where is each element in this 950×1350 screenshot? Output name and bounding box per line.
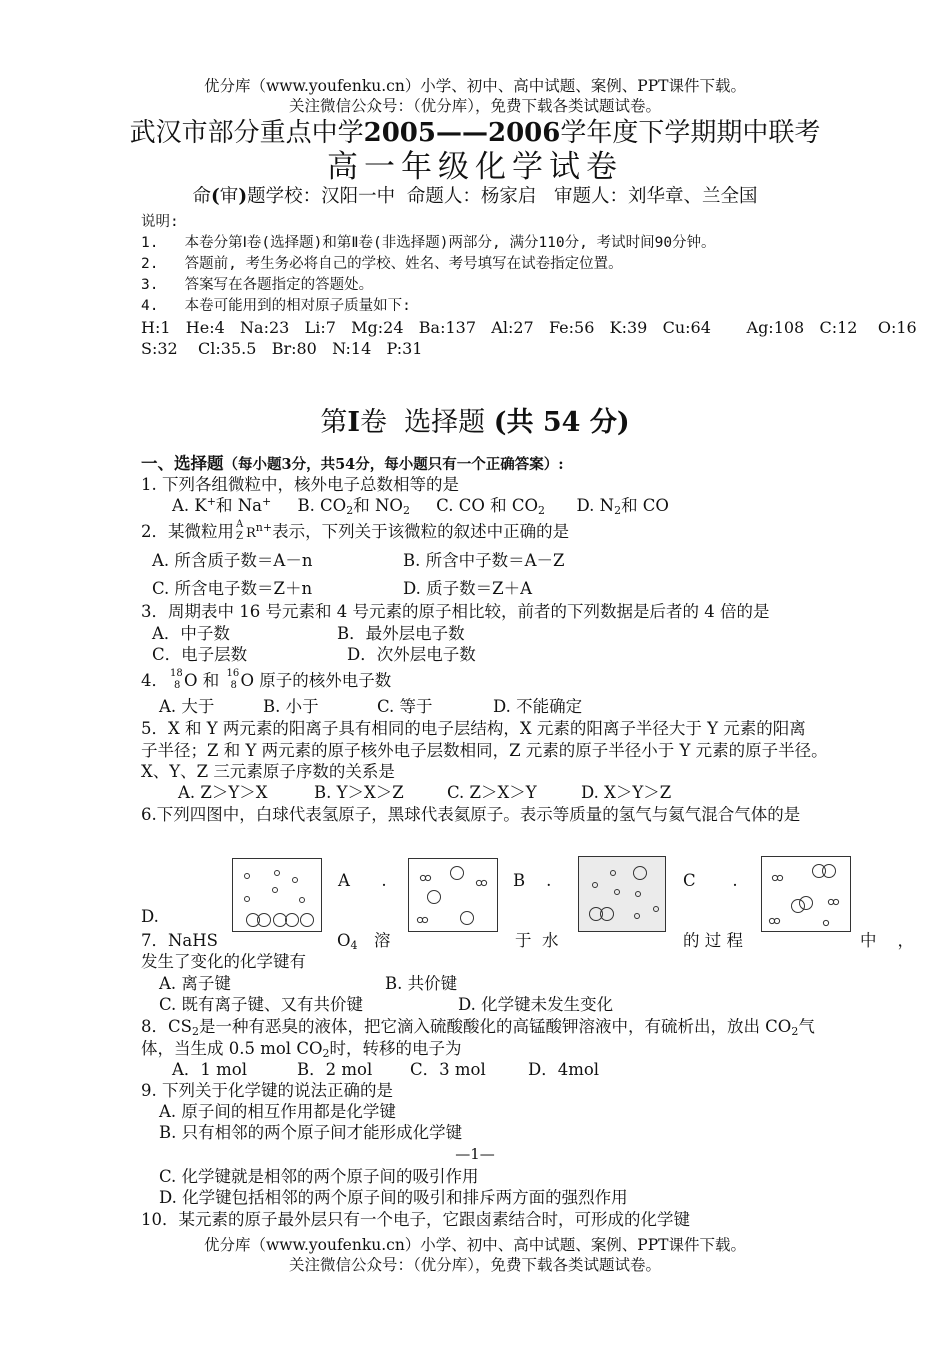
q5-option-d: D. X＞Y＞Z bbox=[581, 783, 672, 802]
q7-word-3: 于 水 bbox=[515, 931, 559, 950]
q4-option-d: D. 不能确定 bbox=[493, 697, 583, 716]
q3-option-a: A．中子数 bbox=[152, 624, 230, 643]
figure-c-box bbox=[578, 856, 666, 932]
q5-line-3: X、Y、Z 三元素原子序数的关系是 bbox=[141, 762, 395, 781]
q3-stem: 3．周期表中 16 号元素和 4 号元素的原子相比较，前者的下列数据是后者的 4 倍的是 bbox=[141, 602, 770, 621]
q1-options: A. K+和 Na+ B. $CO_2$和 $NO_2$ C. CO 和 $CO_2$ D. $N_2$和 CO bbox=[172, 495, 669, 517]
q9-option-d: D. 化学键包括相邻的两个原子间的吸引和排斥两方面的强烈作用 bbox=[159, 1188, 628, 1207]
q3-option-c: C．电子层数 bbox=[152, 645, 248, 664]
q7-option-c: C. 既有离子键、又有共价键 bbox=[159, 995, 364, 1014]
page-number: —1— bbox=[455, 1145, 495, 1163]
exam-title: 武汉市部分重点中学2005——2006学年度下学期期中联考 bbox=[129, 118, 821, 148]
q4-stem: 4． 18 8 O 和 16 8 O 原子的核外电子数 bbox=[141, 668, 392, 691]
q2-option-c: C. 所含电子数＝Z＋n bbox=[152, 579, 313, 598]
q9-option-a: A. 原子间的相互作用都是化学键 bbox=[159, 1102, 396, 1121]
q8-line-2: 体，当生成 0.5 mol $CO_2$时，转移的电子为 bbox=[141, 1039, 462, 1060]
note-item: 3. 答案写在各题指定的答题处。 bbox=[141, 277, 374, 293]
part-heading: 一、选择题（每小题3分，共54分，每小题只有一个正确答案）: bbox=[141, 454, 564, 473]
note-item: 2. 答题前, 考生务必将自己的学校、姓名、考号填写在试卷指定位置。 bbox=[141, 256, 623, 272]
figure-a-diagram bbox=[233, 859, 321, 931]
q4-option-b: B. 小于 bbox=[263, 697, 319, 716]
figure-d-label: D. bbox=[141, 907, 159, 926]
figure-a-label: A . bbox=[338, 871, 387, 890]
footer-line-1: 优分库（www.youfenku.cn）小学、初中、高中试题、案例、PPT课件下载。 bbox=[203, 1236, 747, 1254]
q6-stem: 6.下列四图中，白球代表氢原子，黑球代表氦原子。表示等质量的氢气与氦气混合气体的是 bbox=[141, 805, 801, 824]
atomic-masses-2: S:32 Cl:35.5 Br:80 N:14 P:31 bbox=[141, 339, 423, 358]
atomic-masses-1: H:1 He:4 Na:23 Li:7 Mg:24 Ba:137 Al:27 Fe:56 K:39 Cu:64 Ag:108 C:12 O:16 bbox=[141, 318, 917, 337]
figure-d-diagram bbox=[762, 857, 850, 931]
figure-b-diagram bbox=[409, 859, 497, 931]
q9-option-b: B. 只有相邻的两个原子间才能形成化学键 bbox=[159, 1123, 463, 1142]
q5-option-b: B. Y＞X＞Z bbox=[314, 783, 404, 802]
q7-word-5: 中 ， bbox=[860, 931, 914, 950]
q5-option-c: C. Z＞X＞Y bbox=[447, 783, 537, 802]
figure-d-box bbox=[761, 856, 851, 932]
q5-option-a: A. Z＞Y＞X bbox=[178, 783, 268, 802]
q8-line-1: 8．$CS_2$是一种有恶臭的液体，把它滴入硫酸酸化的高锰酸钾溶液中，有硫析出，放出 $CO_2$气 bbox=[141, 1017, 815, 1038]
figure-b-box bbox=[408, 858, 498, 932]
notes-heading: 说明: bbox=[141, 214, 179, 230]
q2-option-d: D. 质子数＝Z＋A bbox=[403, 579, 533, 598]
section-heading: 第I卷 选择题 (共 54 分) bbox=[320, 407, 630, 438]
figure-a-box bbox=[232, 858, 322, 932]
q5-line-2: 子半径；Z 和 Y 两元素的原子核外电子层数相同，Z 元素的原子半径小于 Y 元素的原子半径。 bbox=[141, 741, 828, 760]
exam-subtitle: 高一年级化学试卷 bbox=[327, 149, 623, 185]
q4-option-c: C. 等于 bbox=[377, 697, 433, 716]
q4-option-a: A. 大于 bbox=[159, 697, 215, 716]
figure-b-label: B . bbox=[513, 871, 552, 890]
q7-option-d: D. 化学键未发生变化 bbox=[458, 995, 614, 1014]
note-item: 1. 本卷分第Ⅰ卷(选择题)和第Ⅱ卷(非选择题)两部分, 满分110分, 考试时间90分钟。 bbox=[141, 235, 716, 251]
q7-option-b: B. 共价键 bbox=[385, 974, 458, 993]
q8-option-c: C．3 mol bbox=[410, 1060, 486, 1079]
header-line-1: 优分库（www.youfenku.cn）小学、初中、高中试题、案例、PPT课件下载。 bbox=[203, 77, 747, 95]
q7-word-1: 7．NaHS bbox=[141, 931, 218, 950]
q1-stem: 1. 下列各组微粒中，核外电子总数相等的是 bbox=[141, 475, 459, 494]
q2-option-b: B. 所含中子数＝A－Z bbox=[403, 551, 565, 570]
q8-option-d: D．4mol bbox=[528, 1060, 600, 1079]
q8-option-a: A．1 mol bbox=[172, 1060, 248, 1079]
q2-stem: 2．某微粒用 A Z $R^{n+}$表示，下列关于该微粒的叙述中正确的是 bbox=[141, 519, 570, 542]
q2-option-a: A. 所含质子数＝A－n bbox=[152, 551, 313, 570]
header-line-2: 关注微信公众号：（优分库），免费下载各类试题试卷。 bbox=[288, 97, 661, 115]
q7-formula: $O_4$ bbox=[337, 931, 358, 952]
q9-option-c: C. 化学键就是相邻的两个原子间的吸引作用 bbox=[159, 1167, 479, 1186]
q10-stem: 10．某元素的原子最外层只有一个电子，它跟卤素结合时，可形成的化学键 bbox=[141, 1210, 690, 1229]
note-item: 4. 本卷可能用到的相对原子质量如下: bbox=[141, 298, 411, 314]
figure-c-label: C . bbox=[683, 871, 738, 890]
figure-c-diagram bbox=[579, 857, 665, 931]
footer-line-2: 关注微信公众号：（优分库），免费下载各类试题试卷。 bbox=[288, 1256, 661, 1274]
q7-word-4: 的 过 程 bbox=[683, 931, 743, 950]
q9-stem: 9. 下列关于化学键的说法正确的是 bbox=[141, 1081, 393, 1100]
q3-option-b: B．最外层电子数 bbox=[337, 624, 465, 643]
q3-option-d: D．次外层电子数 bbox=[347, 645, 476, 664]
exam-authors: 命(审)题学校：汉阳一中 命题人：杨家启 审题人：刘华章、兰全国 bbox=[192, 186, 758, 207]
q7-word-2: 溶 bbox=[374, 931, 391, 950]
q5-line-1: 5．X 和 Y 两元素的阳离子具有相同的电子层结构，X 元素的阳离子半径大于 Y 元素的阳离 bbox=[141, 719, 806, 738]
q7-line-2: 发生了变化的化学键有 bbox=[141, 952, 306, 971]
q8-option-b: B．2 mol bbox=[297, 1060, 373, 1079]
q7-option-a: A. 离子键 bbox=[159, 974, 231, 993]
